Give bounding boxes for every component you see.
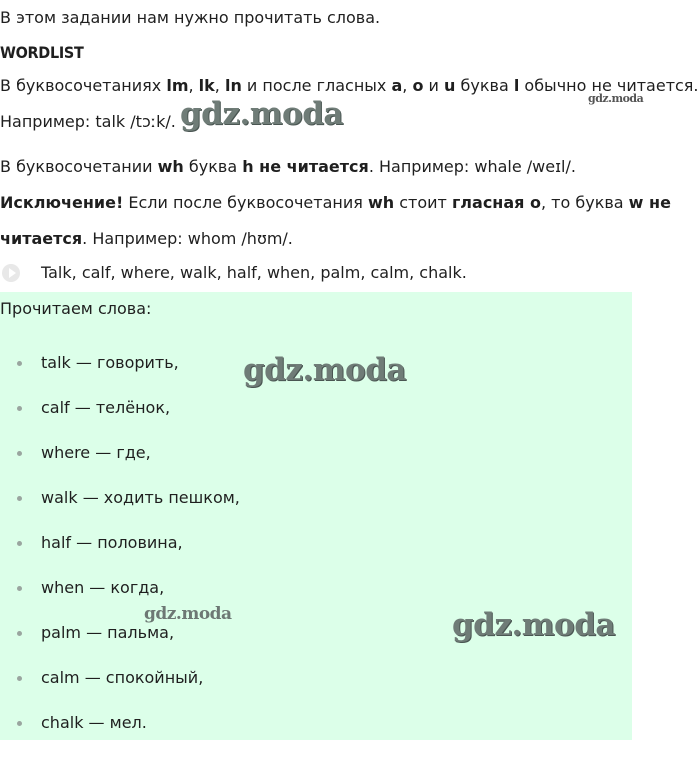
list-item: where — где, (0, 442, 600, 464)
watermark: gdz.moda (243, 352, 406, 388)
read-label: Прочитаем слова: (0, 299, 152, 318)
bullet (17, 586, 22, 591)
audio-row (0, 262, 680, 284)
bullet (17, 676, 22, 681)
audio-words: Talk, calf, where, walk, half, when, palm, calm, chalk. (41, 263, 467, 282)
watermark: gdz.moda (144, 604, 232, 624)
rule-exception-continued: читается. Например: whom /hʊm/. (0, 229, 293, 248)
rule-silent-l-example: Например: talk /tɔːk/. (0, 112, 176, 131)
list-item: when — когда, (0, 577, 600, 599)
list-item: half — половина, (0, 532, 600, 554)
watermark: gdz.moda (452, 607, 615, 643)
rule-exception: Исключение! Если после буквосочетания wh стоит гласная о, то буква w не (0, 193, 671, 212)
list-item: talk — говорить, (0, 352, 600, 374)
bullet (17, 496, 22, 501)
list-item: calm — спокойный, (0, 667, 600, 689)
list-item: calf — телёнок, (0, 397, 600, 419)
wordlist-heading: WORDLIST (0, 43, 84, 62)
list-item: chalk — мел. (0, 712, 600, 734)
list-item: palm — пальма, (0, 622, 600, 644)
list-item: walk — ходить пешком, (0, 487, 600, 509)
watermark: gdz.moda (180, 96, 343, 132)
bullet (17, 631, 22, 636)
bullet (17, 451, 22, 456)
play-icon[interactable] (2, 264, 20, 282)
rule-silent-l: В буквосочетаниях lm, lk, ln и после гласных a, o и u буква l обычно не читается. (0, 76, 699, 95)
watermark: gdz.moda (588, 92, 644, 105)
bullet (17, 541, 22, 546)
bullet (17, 361, 22, 366)
bullet (17, 721, 22, 726)
intro-text: В этом задании нам нужно прочитать слова. (0, 8, 381, 27)
bullet (17, 406, 22, 411)
rule-silent-h: В буквосочетании wh буква h не читается. Например: whale /weɪl/. (0, 157, 576, 176)
